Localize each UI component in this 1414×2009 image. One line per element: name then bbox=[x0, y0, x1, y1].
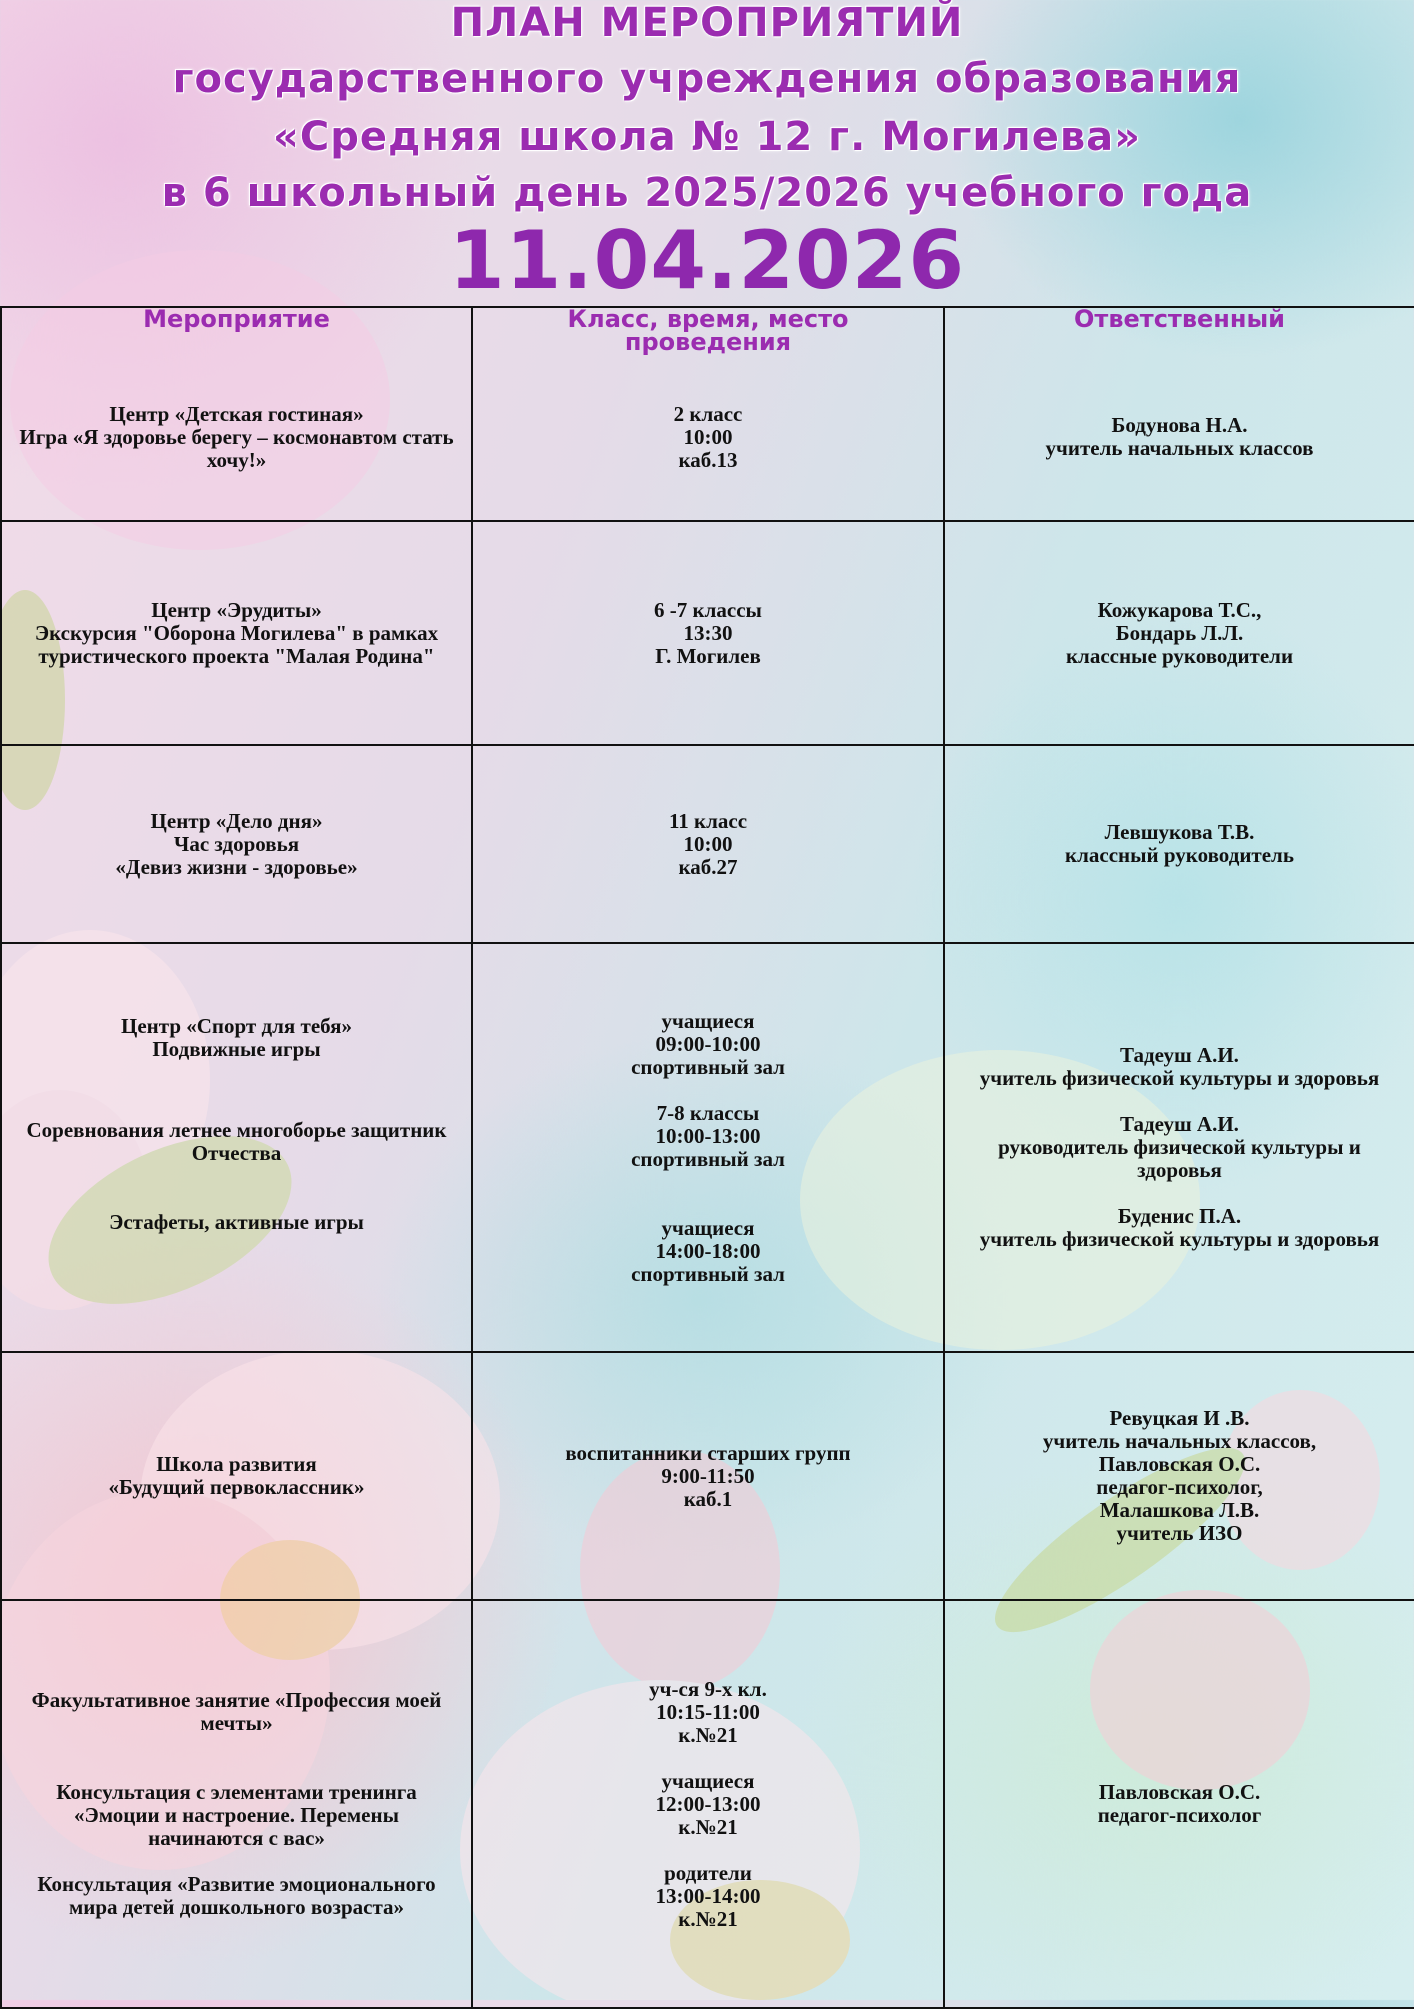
responsible-text: учитель начальных классов, bbox=[1042, 1429, 1317, 1453]
event-date: 11.04.2026 bbox=[448, 214, 966, 307]
spacer bbox=[487, 1171, 929, 1217]
when-cell bbox=[472, 943, 944, 1352]
responsible-text: Тадеуш А.И. bbox=[1120, 1043, 1239, 1067]
responsible-cell bbox=[944, 354, 1414, 521]
when-text: воспитанники старших групп bbox=[565, 1440, 851, 1465]
spacer bbox=[487, 1839, 929, 1862]
when-text: 10:00 bbox=[683, 831, 733, 856]
responsible-text: учитель ИЗО bbox=[1116, 1521, 1243, 1545]
when-text: уч-ся 9-х кл. bbox=[649, 1676, 767, 1701]
responsible-text: классные руководители bbox=[1065, 643, 1294, 668]
when-text: 9:00-11:50 bbox=[661, 1463, 755, 1488]
responsible-text: Павловская О.С. bbox=[1098, 1452, 1261, 1476]
when-text: 13:30 bbox=[683, 620, 733, 645]
when-text: учащиеся bbox=[661, 1008, 755, 1033]
when-text: 2 класс bbox=[673, 401, 743, 426]
event-text: Час здоровья bbox=[173, 831, 300, 856]
when-text: учащиеся bbox=[661, 1768, 755, 1793]
event-cell bbox=[1, 943, 472, 1352]
event-text: Центр «Эрудиты» bbox=[151, 597, 322, 622]
when-cell bbox=[472, 1600, 944, 2008]
event-cell bbox=[1, 354, 472, 521]
when-text: родители bbox=[664, 1860, 752, 1885]
when-text: к.№21 bbox=[678, 1814, 738, 1839]
when-text: каб.13 bbox=[678, 447, 738, 472]
when-text: 11 класс bbox=[668, 808, 748, 833]
table-row bbox=[1, 354, 1414, 521]
responsible-text: Тадеуш А.И. bbox=[1120, 1112, 1239, 1136]
when-text: спортивный зал bbox=[631, 1261, 785, 1286]
when-text: 14:00-18:00 bbox=[655, 1238, 761, 1263]
responsible-text: классный руководитель bbox=[1065, 843, 1294, 867]
when-text: 12:00-13:00 bbox=[655, 1791, 761, 1816]
spacer bbox=[487, 1079, 929, 1102]
spacer bbox=[959, 1182, 1400, 1205]
responsible-text: педагог-психолог, bbox=[1096, 1475, 1263, 1499]
when-text: 10:15-11:00 bbox=[656, 1699, 760, 1724]
spacer bbox=[16, 1061, 457, 1119]
event-text: Факультативное занятие «Профессия моей мечты» bbox=[31, 1688, 442, 1735]
responsible-text: Бодунова Н.А. bbox=[1111, 413, 1248, 437]
event-text: Соревнования летнее многоборье защитник Отчества bbox=[26, 1118, 447, 1165]
event-text: Центр «Дело дня» bbox=[150, 808, 323, 833]
column-header-when: Класс, время, место проведения bbox=[472, 307, 944, 354]
table-row bbox=[1, 1600, 1414, 2008]
when-text: 6 -7 классы bbox=[654, 597, 762, 622]
when-text: учащиеся bbox=[661, 1215, 755, 1240]
responsible-cell bbox=[944, 1600, 1414, 2008]
when-cell bbox=[472, 354, 944, 521]
responsible-text: Буденис П.А. bbox=[1117, 1204, 1242, 1228]
when-cell bbox=[472, 521, 944, 745]
responsible-text: педагог-психолог bbox=[1097, 1803, 1262, 1827]
when-text: спортивный зал bbox=[631, 1054, 785, 1079]
responsible-text: Кожукарова Т.С., bbox=[1097, 597, 1262, 622]
responsible-text: Павловская О.С. bbox=[1098, 1780, 1261, 1804]
spacer bbox=[16, 1735, 457, 1781]
table-row bbox=[1, 745, 1414, 943]
spacer bbox=[16, 1165, 457, 1211]
when-cell bbox=[472, 745, 944, 943]
event-text: Эстафеты, активные игры bbox=[109, 1210, 364, 1234]
events-table bbox=[0, 306, 1414, 2009]
responsible-cell bbox=[944, 943, 1414, 1352]
institution-line: государственного учреждения образования bbox=[172, 56, 1242, 102]
when-text: к.№21 bbox=[678, 1906, 738, 1931]
when-text: спортивный зал bbox=[631, 1146, 785, 1171]
school-day-line: в 6 школьный день 2025/2026 учебного года bbox=[161, 170, 1253, 216]
event-cell bbox=[1, 1600, 472, 2008]
responsible-cell bbox=[944, 521, 1414, 745]
responsible-text: Левшукова Т.В. bbox=[1104, 820, 1255, 844]
table-header-row bbox=[1, 307, 1414, 354]
when-text: 13:00-14:00 bbox=[655, 1883, 761, 1908]
when-text: каб.1 bbox=[683, 1486, 733, 1511]
event-text: Школа развития bbox=[156, 1452, 317, 1476]
table-row bbox=[1, 943, 1414, 1352]
table-row bbox=[1, 521, 1414, 745]
spacer bbox=[487, 1747, 929, 1770]
event-text: «Будущий первоклассник» bbox=[108, 1475, 365, 1499]
responsible-text: Бондарь Л.Л. bbox=[1115, 620, 1244, 645]
when-cell bbox=[472, 1352, 944, 1600]
plan-title: ПЛАН МЕРОПРИЯТИЙ bbox=[450, 0, 964, 46]
when-text: каб.27 bbox=[678, 854, 738, 879]
when-text: 09:00-10:00 bbox=[655, 1031, 761, 1056]
event-text: Игра «Я здоровье берегу – космонавтом стать хочу!» bbox=[19, 424, 454, 472]
event-cell bbox=[1, 521, 472, 745]
event-text: Центр «Детская гостиная» bbox=[109, 401, 364, 426]
table-row bbox=[1, 1352, 1414, 1600]
event-text: «Девиз жизни - здоровье» bbox=[115, 854, 358, 879]
responsible-text: Ревуцкая И .В. bbox=[1109, 1406, 1250, 1430]
spacer bbox=[16, 1234, 457, 1280]
responsible-text: Малашкова Л.В. bbox=[1099, 1498, 1260, 1522]
when-text: к.№21 bbox=[678, 1722, 738, 1747]
responsible-text: учитель начальных классов bbox=[1045, 436, 1314, 460]
responsible-text: руководитель физической культуры и здоровья bbox=[998, 1135, 1361, 1182]
when-text: 7-8 классы bbox=[656, 1100, 760, 1125]
responsible-text: учитель физической культуры и здоровья bbox=[979, 1227, 1380, 1251]
event-cell bbox=[1, 1352, 472, 1600]
column-header-event: Мероприятие bbox=[1, 307, 472, 354]
document-header bbox=[0, 0, 1414, 306]
responsible-cell bbox=[944, 745, 1414, 943]
column-header-responsible: Ответственный bbox=[944, 307, 1414, 354]
school-name: «Средняя школа № 12 г. Могилева» bbox=[273, 114, 1141, 160]
event-text: Центр «Спорт для тебя» bbox=[121, 1014, 352, 1038]
event-text: Экскурсия "Оборона Могилева" в рамках туристического проекта "Малая Родина" bbox=[34, 620, 439, 668]
when-text: Г. Могилев bbox=[655, 643, 761, 668]
spacer bbox=[959, 1090, 1400, 1113]
event-cell bbox=[1, 745, 472, 943]
event-text: Подвижные игры bbox=[152, 1037, 321, 1061]
event-text: Консультация с элементами тренинга «Эмоции и настроение. Перемены начинаются с вас» bbox=[56, 1780, 417, 1850]
when-text: 10:00 bbox=[683, 424, 733, 449]
responsible-text: учитель физической культуры и здоровья bbox=[979, 1066, 1380, 1090]
event-text: Консультация «Развитие эмоционального мира детей дошкольного возраста» bbox=[37, 1872, 436, 1919]
when-text: 10:00-13:00 bbox=[655, 1123, 761, 1148]
spacer bbox=[16, 1850, 457, 1873]
responsible-cell bbox=[944, 1352, 1414, 1600]
